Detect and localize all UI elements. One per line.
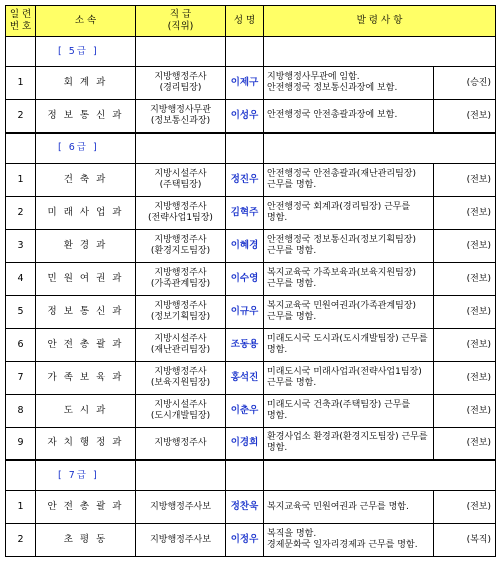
order-line: 안전행정국 회계과(경리팀장) 근무를 [267, 201, 411, 212]
row-rank [136, 262, 226, 295]
row-order-text [264, 196, 434, 229]
row-department: 도 시 과 [36, 394, 136, 427]
row-number: 3 [6, 229, 36, 262]
rank-position: (가족관계팀장) [150, 278, 211, 289]
row-rank [136, 100, 226, 133]
row-person-name: 조동용 [226, 328, 264, 361]
row-department: 건 축 과 [36, 163, 136, 196]
row-department: 자 치 행 정 과 [36, 427, 136, 460]
section-blank [136, 133, 226, 164]
row-department: 정 보 통 신 과 [36, 295, 136, 328]
rank-title: 지방시설주사 [154, 399, 207, 410]
rank-title: 지방행정주사 [154, 234, 207, 245]
row-person-name: 이정우 [226, 524, 264, 557]
order-line: 경제문화국 일자리경제과 근무를 명함. [267, 540, 418, 550]
section-blank [264, 133, 496, 164]
section-label: [ 7급 ] [36, 460, 136, 491]
row-order-text [264, 427, 434, 460]
row-number: 6 [6, 328, 36, 361]
section-blank [136, 460, 226, 491]
section-spacer [6, 37, 36, 67]
section-row [6, 133, 496, 164]
row-order-text [264, 229, 434, 262]
order-line: 복지교육국 가족보육과(보육지원팀장) [267, 267, 416, 278]
row-rank [136, 67, 226, 100]
row-rank [136, 229, 226, 262]
row-order-type: (복직) [434, 524, 496, 557]
row-rank [136, 361, 226, 394]
section-blank [226, 133, 264, 164]
personnel-table [5, 5, 496, 557]
row-department: 미 래 사 업 과 [36, 196, 136, 229]
rank-title: 지방행정주사 [154, 72, 207, 82]
row-number: 7 [6, 361, 36, 394]
rank-position: (전략사업1팀장) [148, 212, 213, 223]
row-number: 5 [6, 295, 36, 328]
rank-title: 지방행정주사 [154, 267, 207, 278]
row-order-type: (전보) [434, 328, 496, 361]
row-order-type: (전보) [434, 229, 496, 262]
row-order-type: (전보) [434, 427, 496, 460]
section-row [6, 37, 496, 67]
row-person-name: 이제구 [226, 67, 264, 100]
row-person-name: 정찬욱 [226, 491, 264, 524]
order-line: 복지교육국 민원여권과(가족관계팀장) [267, 300, 416, 311]
table-row [6, 524, 496, 557]
section-label: [ 5급 ] [36, 37, 136, 67]
row-number: 1 [6, 163, 36, 196]
row-order-type: (전보) [434, 196, 496, 229]
row-person-name: 김혁주 [226, 196, 264, 229]
order-line: 미래도시국 미래사업과(전략사업1팀장) [267, 366, 422, 377]
row-order-text [264, 67, 434, 100]
table-row [6, 491, 496, 524]
row-person-name: 이경희 [226, 427, 264, 460]
row-rank [136, 196, 226, 229]
rank-position: (주택팀장) [159, 179, 202, 190]
row-order-type: (전보) [434, 394, 496, 427]
section-blank [264, 460, 496, 491]
table-row [6, 361, 496, 394]
row-number: 2 [6, 196, 36, 229]
row-order-text [264, 394, 434, 427]
rank-position: (재난관리팀장) [150, 344, 211, 355]
row-number: 2 [6, 524, 36, 557]
order-line: 지방행정사무관에 임함. [267, 72, 360, 82]
order-line: 명함. [267, 410, 288, 421]
row-person-name: 이규우 [226, 295, 264, 328]
rank-title: 지방행정주사 [154, 366, 207, 377]
order-line: 복직을 명함. [267, 529, 317, 539]
row-department: 환 경 과 [36, 229, 136, 262]
row-order-type: (전보) [434, 295, 496, 328]
header-number: 일 련 번 호 [6, 6, 36, 37]
row-order-text [264, 163, 434, 196]
section-label: [ 6급 ] [36, 133, 136, 164]
table-row [6, 196, 496, 229]
rank-title: 지방행정주사 [154, 201, 207, 212]
order-line: 근무를 명함. [267, 179, 317, 190]
order-line: 근무를 명함. [267, 278, 317, 289]
header-department: 소 속 [36, 6, 136, 37]
table-row [6, 262, 496, 295]
order-line: 안전행정국 정보통신과장에 보함. [267, 83, 398, 93]
rank-title: 지방행정사무관 [150, 104, 211, 115]
row-department: 민 원 여 권 과 [36, 262, 136, 295]
row-department: 회 계 과 [36, 67, 136, 100]
row-number: 9 [6, 427, 36, 460]
table-row [6, 67, 496, 100]
table-row [6, 328, 496, 361]
rank-position: (환경지도팀장) [150, 245, 211, 256]
rank-title: 지방시설주사 [154, 333, 207, 344]
rank-position: (정보기획팀장) [150, 311, 211, 322]
table-row [6, 394, 496, 427]
row-order-type: (전보) [434, 491, 496, 524]
row-order-text [264, 295, 434, 328]
row-rank [136, 491, 226, 524]
row-rank [136, 328, 226, 361]
section-row [6, 460, 496, 491]
table-row [6, 100, 496, 133]
section-blank [226, 37, 264, 67]
order-line: 명함. [267, 212, 288, 223]
rank-title: 지방행정주사 [154, 437, 207, 448]
row-rank [136, 524, 226, 557]
order-line: 환경사업소 환경과(환경지도팀장) 근무를 [267, 432, 428, 443]
row-department: 안 전 총 괄 과 [36, 491, 136, 524]
row-department: 정 보 통 신 과 [36, 100, 136, 133]
order-line: 근무를 명함. [267, 311, 317, 322]
row-order-type: (전보) [434, 361, 496, 394]
row-number: 2 [6, 100, 36, 133]
order-line: 안전행정국 정보통신과(정보기획팀장) [267, 234, 416, 245]
order-line: 미래도시국 건축과(주택팀장) 근무를 [267, 399, 411, 410]
row-person-name: 정진우 [226, 163, 264, 196]
row-order-text [264, 262, 434, 295]
row-order-text [264, 524, 434, 557]
rank-position: (정보통신과장) [150, 115, 211, 126]
row-person-name: 이성우 [226, 100, 264, 133]
row-rank [136, 394, 226, 427]
section-blank [264, 37, 496, 67]
rank-position: (도시개발팀장) [150, 410, 211, 421]
rank-title: 지방시설주사 [154, 168, 207, 179]
section-blank [226, 460, 264, 491]
row-rank [136, 427, 226, 460]
section-blank [136, 37, 226, 67]
row-person-name: 이수영 [226, 262, 264, 295]
rank-title: 지방행정주사보 [150, 501, 211, 512]
order-line: 복지교육국 민원여권과 근무를 명함. [267, 501, 409, 512]
section-spacer [6, 460, 36, 491]
section-spacer [6, 133, 36, 164]
header-row [6, 6, 496, 37]
order-line: 명함. [267, 443, 288, 454]
header-rank: 직 급 (직위) [136, 6, 226, 37]
row-number: 1 [6, 67, 36, 100]
header-order: 발 령 사 항 [264, 6, 496, 37]
row-order-text [264, 361, 434, 394]
order-line: 근무를 명함. [267, 377, 317, 388]
table-body [6, 37, 496, 557]
header-name: 성 명 [226, 6, 264, 37]
row-order-text [264, 100, 434, 133]
table-row [6, 163, 496, 196]
row-person-name: 이춘우 [226, 394, 264, 427]
row-department: 안 전 총 괄 과 [36, 328, 136, 361]
row-order-type: (전보) [434, 262, 496, 295]
row-rank [136, 163, 226, 196]
order-line: 안전행정국 안전총괄과장에 보함. [267, 110, 398, 121]
row-order-text [264, 328, 434, 361]
row-number: 8 [6, 394, 36, 427]
row-number: 4 [6, 262, 36, 295]
row-number: 1 [6, 491, 36, 524]
order-line: 근무를 명함. [267, 245, 317, 256]
row-order-type: (전보) [434, 100, 496, 133]
table-row [6, 229, 496, 262]
rank-title: 지방행정주사보 [150, 534, 211, 545]
row-order-type: (전보) [434, 163, 496, 196]
order-line: 미래도시국 도시과(도시개발팀장) 근무를 [267, 333, 428, 344]
rank-position: (경리팀장) [159, 83, 202, 93]
row-rank [136, 295, 226, 328]
rank-title: 지방행정주사 [154, 300, 207, 311]
rank-position: (보육지원팀장) [150, 377, 211, 388]
row-order-type: (승진) [434, 67, 496, 100]
table-row [6, 295, 496, 328]
row-department: 초 평 동 [36, 524, 136, 557]
table-row [6, 427, 496, 460]
row-person-name: 이혜경 [226, 229, 264, 262]
row-department: 가 족 보 육 과 [36, 361, 136, 394]
row-order-text [264, 491, 434, 524]
order-line: 안전행정국 안전총괄과(재난관리팀장) [267, 168, 416, 179]
row-person-name: 홍석진 [226, 361, 264, 394]
order-line: 명함. [267, 344, 288, 355]
